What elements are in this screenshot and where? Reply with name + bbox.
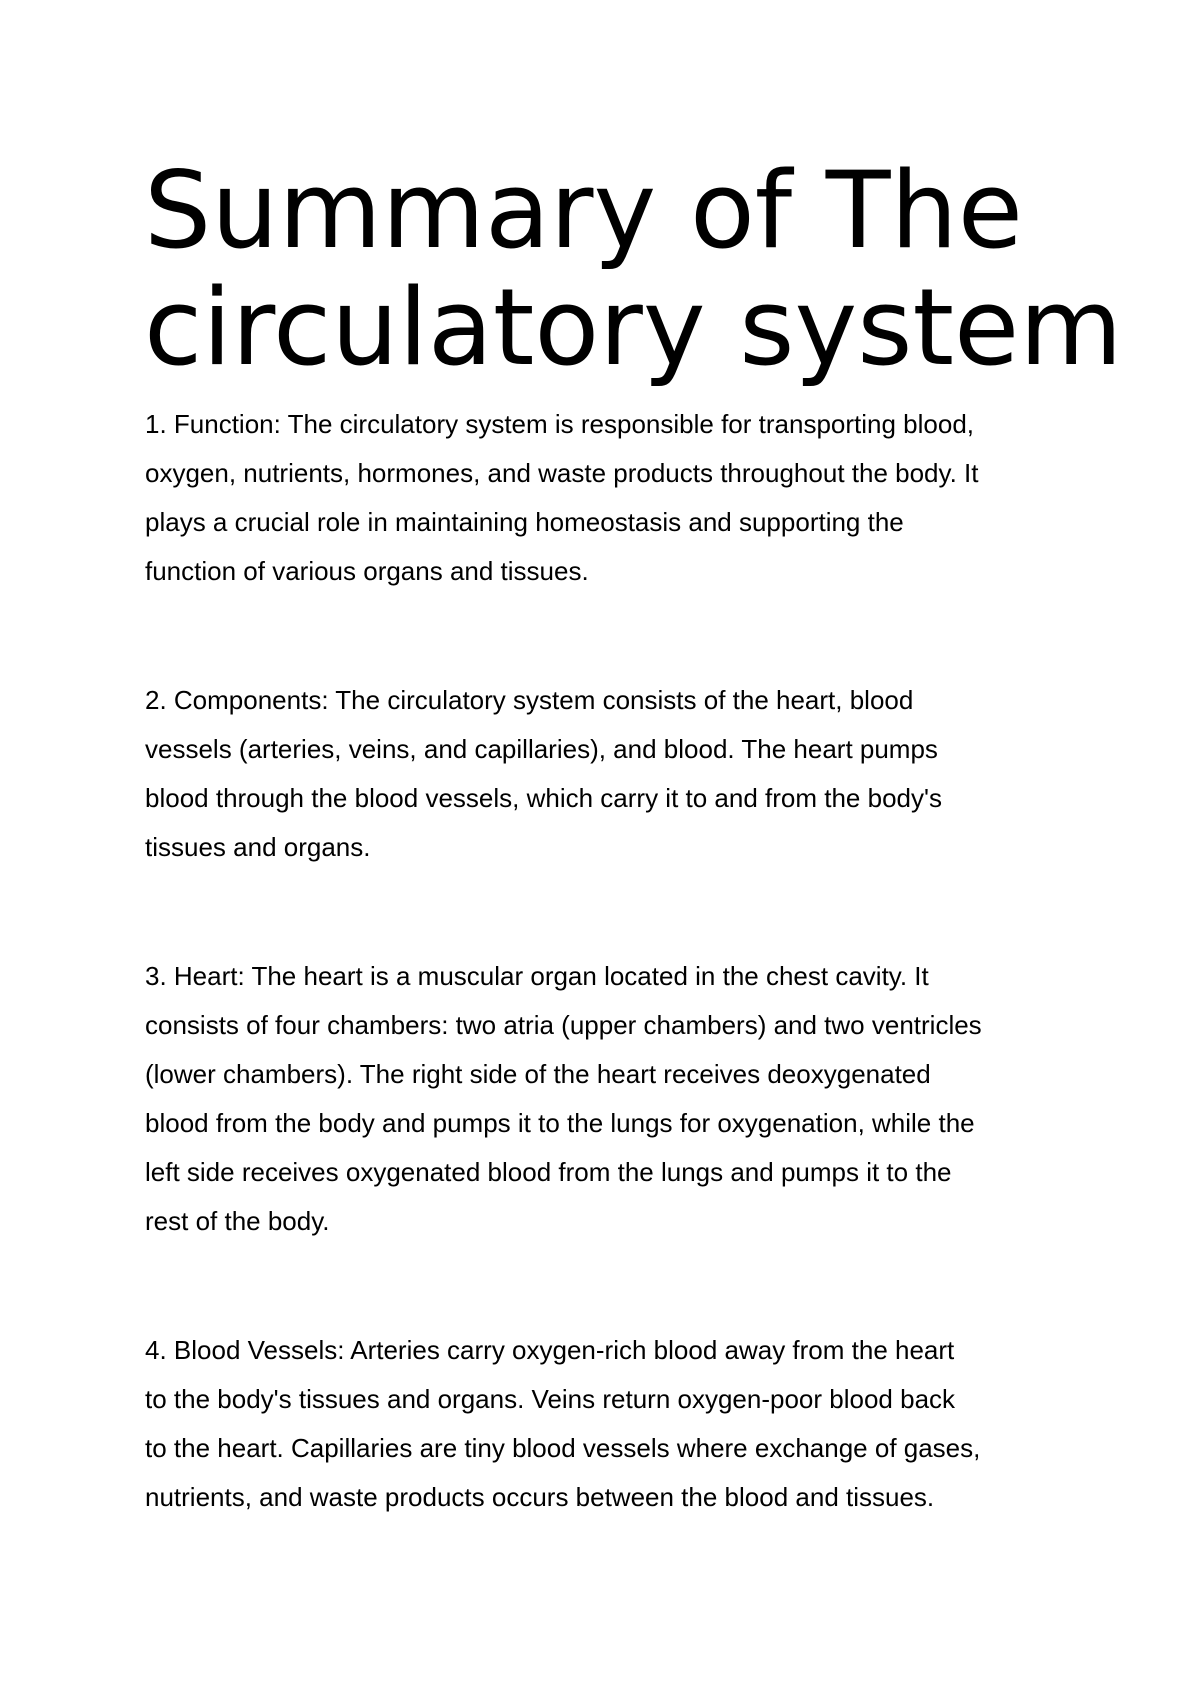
paragraph-line: tissues and organs. xyxy=(145,832,371,862)
paragraph-line: oxygen, nutrients, hormones, and waste products throughout the body. It xyxy=(145,458,979,488)
paragraph-line: 4. Blood Vessels: Arteries carry oxygen-rich blood away from the heart xyxy=(145,1335,955,1365)
title-line: circulatory system xyxy=(144,266,1123,389)
paragraph-line: plays a crucial role in maintaining homeostasis and supporting the xyxy=(145,507,904,537)
paragraph-line: blood from the body and pumps it to the lungs for oxygenation, while the xyxy=(145,1108,975,1138)
paragraph-line: to the body's tissues and organs. Veins return oxygen-poor blood back xyxy=(145,1384,956,1414)
paragraph-line: consists of four chambers: two atria (upper chambers) and two ventricles xyxy=(145,1010,982,1040)
paragraph-line: 3. Heart: The heart is a muscular organ located in the chest cavity. It xyxy=(145,961,929,991)
paragraph-line: function of various organs and tissues. xyxy=(145,556,589,586)
paragraph-components xyxy=(145,676,1105,872)
paragraph-line: 1. Function: The circulatory system is responsible for transporting blood, xyxy=(145,409,975,439)
paragraph-function xyxy=(145,400,1105,596)
document-title xyxy=(144,149,1123,389)
paragraph-line: to the heart. Capillaries are tiny blood vessels where exchange of gases, xyxy=(145,1433,981,1463)
paragraph-line: left side receives oxygenated blood from the lungs and pumps it to the xyxy=(145,1157,952,1187)
paragraph-blood-vessels xyxy=(145,1326,1105,1522)
paragraph-line: (lower chambers). The right side of the heart receives deoxygenated xyxy=(145,1059,931,1089)
paragraph-line: nutrients, and waste products occurs between the blood and tissues. xyxy=(145,1482,935,1512)
paragraph-line: 2. Components: The circulatory system consists of the heart, blood xyxy=(145,685,914,715)
paragraph-heart xyxy=(145,952,1105,1246)
title-line: Summary of The xyxy=(144,149,1023,272)
paragraph-line: vessels (arteries, veins, and capillaries), and blood. The heart pumps xyxy=(145,734,938,764)
paragraph-line: rest of the body. xyxy=(145,1206,330,1236)
paragraph-line: blood through the blood vessels, which carry it to and from the body's xyxy=(145,783,942,813)
